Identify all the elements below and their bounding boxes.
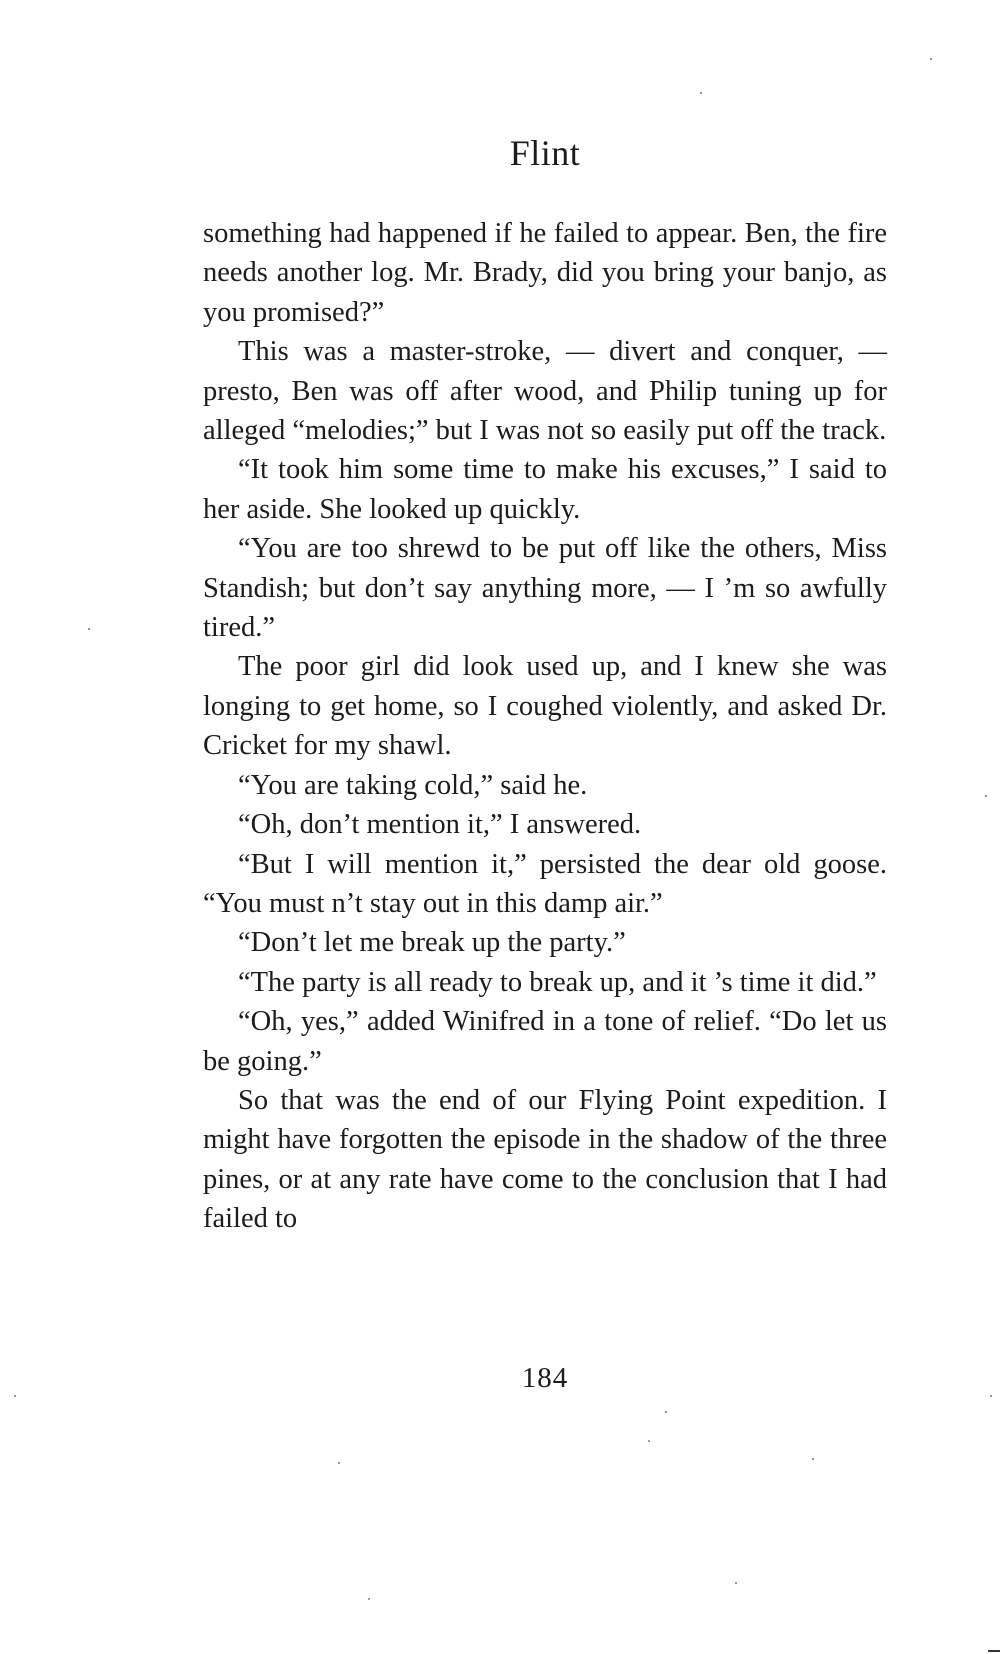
- scan-speck: [648, 1440, 650, 1442]
- scan-speck: [368, 1598, 370, 1600]
- scan-speck: [14, 1395, 16, 1397]
- page-number: 184: [521, 1362, 569, 1394]
- paragraph: “Oh, yes,” added Winifred in a tone of relief. “Do let us be going.”: [203, 1006, 887, 1077]
- scan-speck: [985, 795, 987, 797]
- running-head-title: Flint: [509, 133, 581, 173]
- paragraph: “You are taking cold,” said he.: [238, 769, 588, 801]
- paragraph-continues: So that was the end of our Flying Point expedition. I might have forgotten the episode in the shadow of the three pines, or at any rate have come to the conclusion that I had failed to: [203, 1084, 887, 1235]
- scan-speck: [812, 1458, 814, 1460]
- paragraph: “But I will mention it,” persisted the dear old goose. “You must n’t stay out in this damp air.”: [203, 848, 887, 919]
- scan-speck: [665, 1411, 667, 1413]
- paragraph: “The party is all ready to break up, and it ’s time it did.”: [238, 966, 877, 998]
- scan-speck: [700, 92, 702, 94]
- paragraph: The poor girl did look used up, and I knew she was longing to get home, so I coughed violently, and asked Dr. Cricket for my shawl.: [203, 651, 887, 762]
- paragraph: “Don’t let me break up the party.”: [238, 927, 626, 959]
- scan-speck: [930, 58, 932, 60]
- paragraph: “You are too shrewd to be put off like the others, Miss Standish; but don’t say anything more, — I ’m so awfully tired.”: [203, 533, 887, 644]
- scan-edge-mark: [988, 1650, 1000, 1652]
- scan-speck: [735, 1582, 737, 1584]
- paragraph: “It took him some time to make his excuses,” I said to her aside. She looked up quickly.: [203, 454, 887, 525]
- scan-speck: [338, 1462, 340, 1464]
- paragraph-continued: something had happened if he failed to appear. Ben, the fire needs another log. Mr. Brady, did you bring your banjo, as you promised?”: [203, 218, 887, 328]
- scan-speck: [88, 628, 90, 630]
- paragraph: This was a master-stroke, — divert and conquer, — presto, Ben was off after wood, and Philip tuning up for alleged “melodies;” but I was not so easily put off the track.: [203, 336, 887, 447]
- scan-speck: [990, 1395, 992, 1397]
- body-text: [203, 214, 887, 1239]
- paragraph: “Oh, don’t mention it,” I answered.: [238, 809, 642, 841]
